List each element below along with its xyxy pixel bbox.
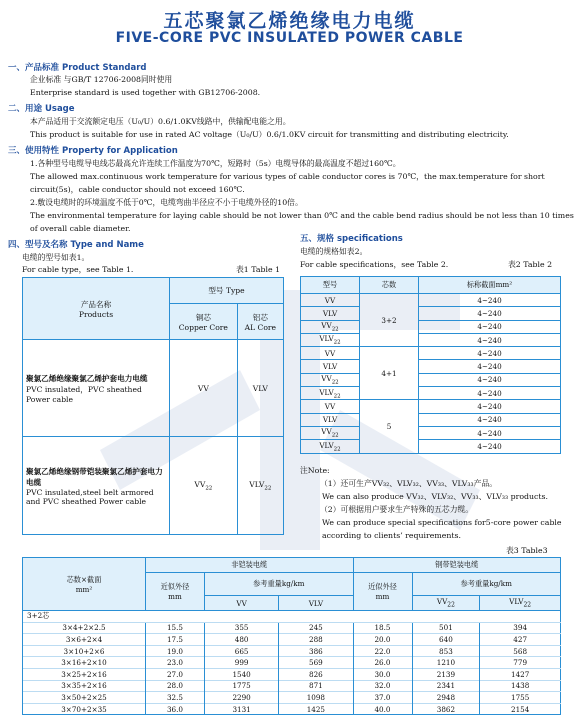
t3-cell: 17.5 (146, 634, 205, 646)
t3-vv-header: VV (205, 596, 279, 611)
t2-row (301, 440, 561, 453)
t3-od1-header: 近似外径 mm (146, 573, 205, 611)
t3-row (23, 622, 561, 634)
t2-area-cell: 4~240 (419, 333, 561, 346)
note2-cn: （2）可根据用户要求生产特殊的五芯力缆。 (320, 505, 474, 514)
t3-cell: 2948 (412, 692, 480, 704)
t2-type-cell: VLV (301, 413, 360, 426)
t2-area-cell: 4~240 (419, 320, 561, 333)
table2-caption: 表2 Table 2 (508, 260, 553, 269)
s4-line2: For cable type，see Table 1. (22, 265, 134, 274)
t2-type-header: 型号 (301, 277, 360, 294)
t3-cell: 1775 (205, 680, 279, 692)
t3-cell: 1210 (412, 657, 480, 669)
t3-row (23, 657, 561, 669)
s2-line2: This product is suitable for use in rated AC voltage（U₀/U）0.6/1.0KV circuit for transmitting and distributing electricity. (30, 130, 509, 139)
table1-caption: 表1 Table 1 (236, 265, 281, 274)
t3-cell: 3131 (205, 703, 279, 715)
t3-cell: 3×70+2×35 (23, 703, 146, 715)
s4-line1: 电缆的型号如表1。 (22, 253, 90, 262)
section3-heading: 三、使用特性 Property for Application (8, 146, 178, 156)
t2-cores-cell: 5 (360, 400, 419, 453)
t2-type-cell: VLV (301, 360, 360, 373)
t3-cell: 3×50+2×25 (23, 692, 146, 704)
t2-area-cell: 4~240 (419, 440, 561, 453)
t3-cell: 3×25+2×16 (23, 668, 146, 680)
t2-row (301, 347, 561, 360)
t2-row (301, 373, 561, 386)
t3-cell: 871 (279, 680, 353, 692)
t1-copper-header: 铜芯 Copper Core (170, 304, 238, 340)
note2-en1: We can produce special specifications for5-core power cable (322, 518, 562, 527)
t1-al-header: 铝芯 AL Core (237, 304, 283, 340)
t3-cell: 1438 (480, 680, 561, 692)
t3-row (23, 634, 561, 646)
t3-cell: 779 (480, 657, 561, 669)
t3-cell: 22.0 (353, 645, 412, 657)
t2-row (301, 360, 561, 373)
t3-cell: 665 (205, 645, 279, 657)
note2-en2: according to clients’ requirements. (322, 531, 461, 540)
t2-type-cell: VLV (301, 307, 360, 320)
t3-cell: 3×10+2×6 (23, 645, 146, 657)
t3-cell: 1427 (480, 668, 561, 680)
t2-row (301, 400, 561, 413)
t3-armored-header: 钢带铠装电缆 (353, 558, 561, 573)
t3-cell: 23.0 (146, 657, 205, 669)
t3-cores-header: 芯数×截面 mm² (23, 558, 146, 611)
t3-cell: 40.0 (353, 703, 412, 715)
t1-type-header: 型号 Type (170, 278, 284, 304)
t3-cell: 2154 (480, 703, 561, 715)
t3-cell: 288 (279, 634, 353, 646)
t3-cell: 19.0 (146, 645, 205, 657)
t2-row (301, 307, 561, 320)
t3-cell: 640 (412, 634, 480, 646)
t3-cell: 3×4+2×2.5 (23, 622, 146, 634)
s3-line6: of overall cable diameter. (30, 224, 131, 233)
t1-products-header: 产品名称 Products (23, 278, 170, 340)
t3-row (23, 668, 561, 680)
s2-line1: 本产品适用于交流额定电压（U₀/U）0.6/1.0KV线路中，供输配电能之用。 (30, 117, 291, 126)
t3-row (23, 692, 561, 704)
t3-cell: 1425 (279, 703, 353, 715)
t2-cores-header: 芯数 (360, 277, 419, 294)
t2-area-cell: 4~240 (419, 347, 561, 360)
t1-row1-al: VLV (237, 340, 283, 437)
s1-line2: Enterprise standard is used together with GB12706-2008. (30, 88, 261, 97)
t3-cell: 2341 (412, 680, 480, 692)
t3-cell: 3862 (412, 703, 480, 715)
s3-line1: 1.各种型号电缆导电线芯最高允许连续工作温度为70℃，短路时（5s）电缆导体的最高温度不超过160℃。 (30, 159, 401, 168)
t2-area-cell: 4~240 (419, 426, 561, 439)
t3-cell: 27.0 (146, 668, 205, 680)
t2-row (301, 294, 561, 307)
t3-cell: 30.0 (353, 668, 412, 680)
t2-cores-cell: 4+1 (360, 347, 419, 400)
section4-heading: 四、型号及名称 Type and Name (8, 240, 144, 250)
t2-type-cell: VV (301, 347, 360, 360)
t3-cell: 3×16+2×10 (23, 657, 146, 669)
t3-group-row (23, 611, 561, 623)
t2-area-cell: 4~240 (419, 413, 561, 426)
table2-specs (300, 276, 561, 454)
t3-cell: 568 (480, 645, 561, 657)
t3-cell: 386 (279, 645, 353, 657)
t2-area-header: 标称截面mm² (419, 277, 561, 294)
t1-row1-cu: VV (170, 340, 238, 437)
t3-vlv-header: VLV (279, 596, 353, 611)
t2-row (301, 333, 561, 346)
t3-cell: 480 (205, 634, 279, 646)
s5-line2: For cable specifications，see Table 2. (300, 260, 449, 269)
t2-cores-cell: 3+2 (360, 294, 419, 347)
t3-cell: 20.0 (353, 634, 412, 646)
t3-cell: 394 (480, 622, 561, 634)
t2-area-cell: 4~240 (419, 387, 561, 400)
note1-cn: （1）还可生产VV₃₂、VLV₃₂、VV₃₃、VLV₃₃产品。 (320, 479, 498, 488)
table3-dimensions (22, 557, 561, 715)
t1-row2-al: $VLV_{22}$ (237, 437, 283, 535)
note-label: 注Note: (300, 466, 330, 475)
table3-caption: 表3 Table3 (506, 546, 548, 555)
t3-cell: 1540 (205, 668, 279, 680)
section2-heading: 二、用途 Usage (8, 104, 75, 114)
t3-cell: 3×35+2×16 (23, 680, 146, 692)
t3-cell: 3×6+2×4 (23, 634, 146, 646)
t3-cell: 32.0 (353, 680, 412, 692)
table1-types (22, 277, 284, 535)
t3-row (23, 703, 561, 715)
t3-cell: 18.5 (353, 622, 412, 634)
t3-unarmored-header: 非铠装电缆 (146, 558, 354, 573)
note1-en: We can also produce VV₃₂、VLV₃₂、VV₃₃、VLV₃₃ products. (322, 492, 549, 501)
t2-type-cell: $VLV_{22}$ (301, 440, 360, 453)
section1-heading: 一、产品标准 Product Standard (8, 63, 147, 73)
t3-cell: 999 (205, 657, 279, 669)
t2-type-cell: $VLV_{22}$ (301, 387, 360, 400)
t2-row (301, 426, 561, 439)
t3-group-label: 3+2芯 (23, 611, 561, 623)
t3-weight2-header: 参考重量kg/km (412, 573, 561, 596)
s3-line4: 2.敷设电缆时的环境温度不低于0℃，电缆弯曲半径应不小于电缆外径的10倍。 (30, 198, 303, 207)
t3-cell: 37.0 (353, 692, 412, 704)
t3-cell: 501 (412, 622, 480, 634)
t2-area-cell: 4~240 (419, 373, 561, 386)
t2-type-cell: $VV_{22}$ (301, 373, 360, 386)
t2-row (301, 320, 561, 333)
t2-type-cell: $VV_{22}$ (301, 426, 360, 439)
t2-row (301, 387, 561, 400)
t3-cell: 427 (480, 634, 561, 646)
t3-cell: 28.0 (146, 680, 205, 692)
t1-row1-product: 聚氯乙烯绝缘聚氯乙烯护套电力电缆 PVC insulated，PVC sheathed Power cable (23, 340, 170, 437)
t2-area-cell: 4~240 (419, 294, 561, 307)
t2-type-cell: $VV_{22}$ (301, 320, 360, 333)
t3-cell: 2139 (412, 668, 480, 680)
t2-type-cell: VV (301, 400, 360, 413)
page-title-en: FIVE-CORE PVC INSULATED POWER CABLE (115, 30, 464, 46)
s5-line1: 电缆的规格如表2。 (300, 247, 368, 256)
t3-row (23, 680, 561, 692)
t3-cell: 26.0 (353, 657, 412, 669)
section5-heading: 五、规格 specifications (300, 234, 403, 244)
s3-line3: circuit(5s)，cable conductor should not exceed 160℃. (30, 185, 245, 194)
t1-row2-product: 聚氯乙烯绝缘钢带铠装聚氯乙烯护套电力电缆 PVC insulated,steel belt armored and PVC sheathed Power cable (23, 437, 170, 535)
t3-cell: 853 (412, 645, 480, 657)
t2-type-cell: VV (301, 294, 360, 307)
t3-cell: 1098 (279, 692, 353, 704)
t3-cell: 2290 (205, 692, 279, 704)
s3-line5: The environmental temperature for laying cable should be not lower than 0℃ and the cable bend radius should be not less than 10 times (30, 211, 574, 220)
s3-line2: The allowed max.continuous work temperature for various types of cable conductor cores is 70℃，the max.temperature for short (30, 172, 545, 181)
t2-area-cell: 4~240 (419, 307, 561, 320)
t1-row2-cu: $VV_{22}$ (170, 437, 238, 535)
page-title-cn: 五芯聚氯乙烯绝缘电力电缆 (163, 10, 416, 32)
t3-weight1-header: 参考重量kg/km (205, 573, 354, 596)
t3-cell: 569 (279, 657, 353, 669)
t3-cell: 245 (279, 622, 353, 634)
t3-row (23, 645, 561, 657)
t3-cell: 826 (279, 668, 353, 680)
t2-area-cell: 4~240 (419, 400, 561, 413)
t2-row (301, 413, 561, 426)
t3-cell: 36.0 (146, 703, 205, 715)
t2-type-cell: $VLV_{22}$ (301, 333, 360, 346)
t3-vv22-header: $VV_{22}$ (412, 596, 480, 611)
t3-cell: 355 (205, 622, 279, 634)
t3-vlv22-header: $VLV_{22}$ (480, 596, 561, 611)
t3-cell: 15.5 (146, 622, 205, 634)
s1-line1: 企业标准 与GB/T 12706-2008同时使用 (30, 75, 173, 84)
t3-cell: 1755 (480, 692, 561, 704)
t2-area-cell: 4~240 (419, 360, 561, 373)
t3-cell: 32.5 (146, 692, 205, 704)
t3-od2-header: 近似外径 mm (353, 573, 412, 611)
